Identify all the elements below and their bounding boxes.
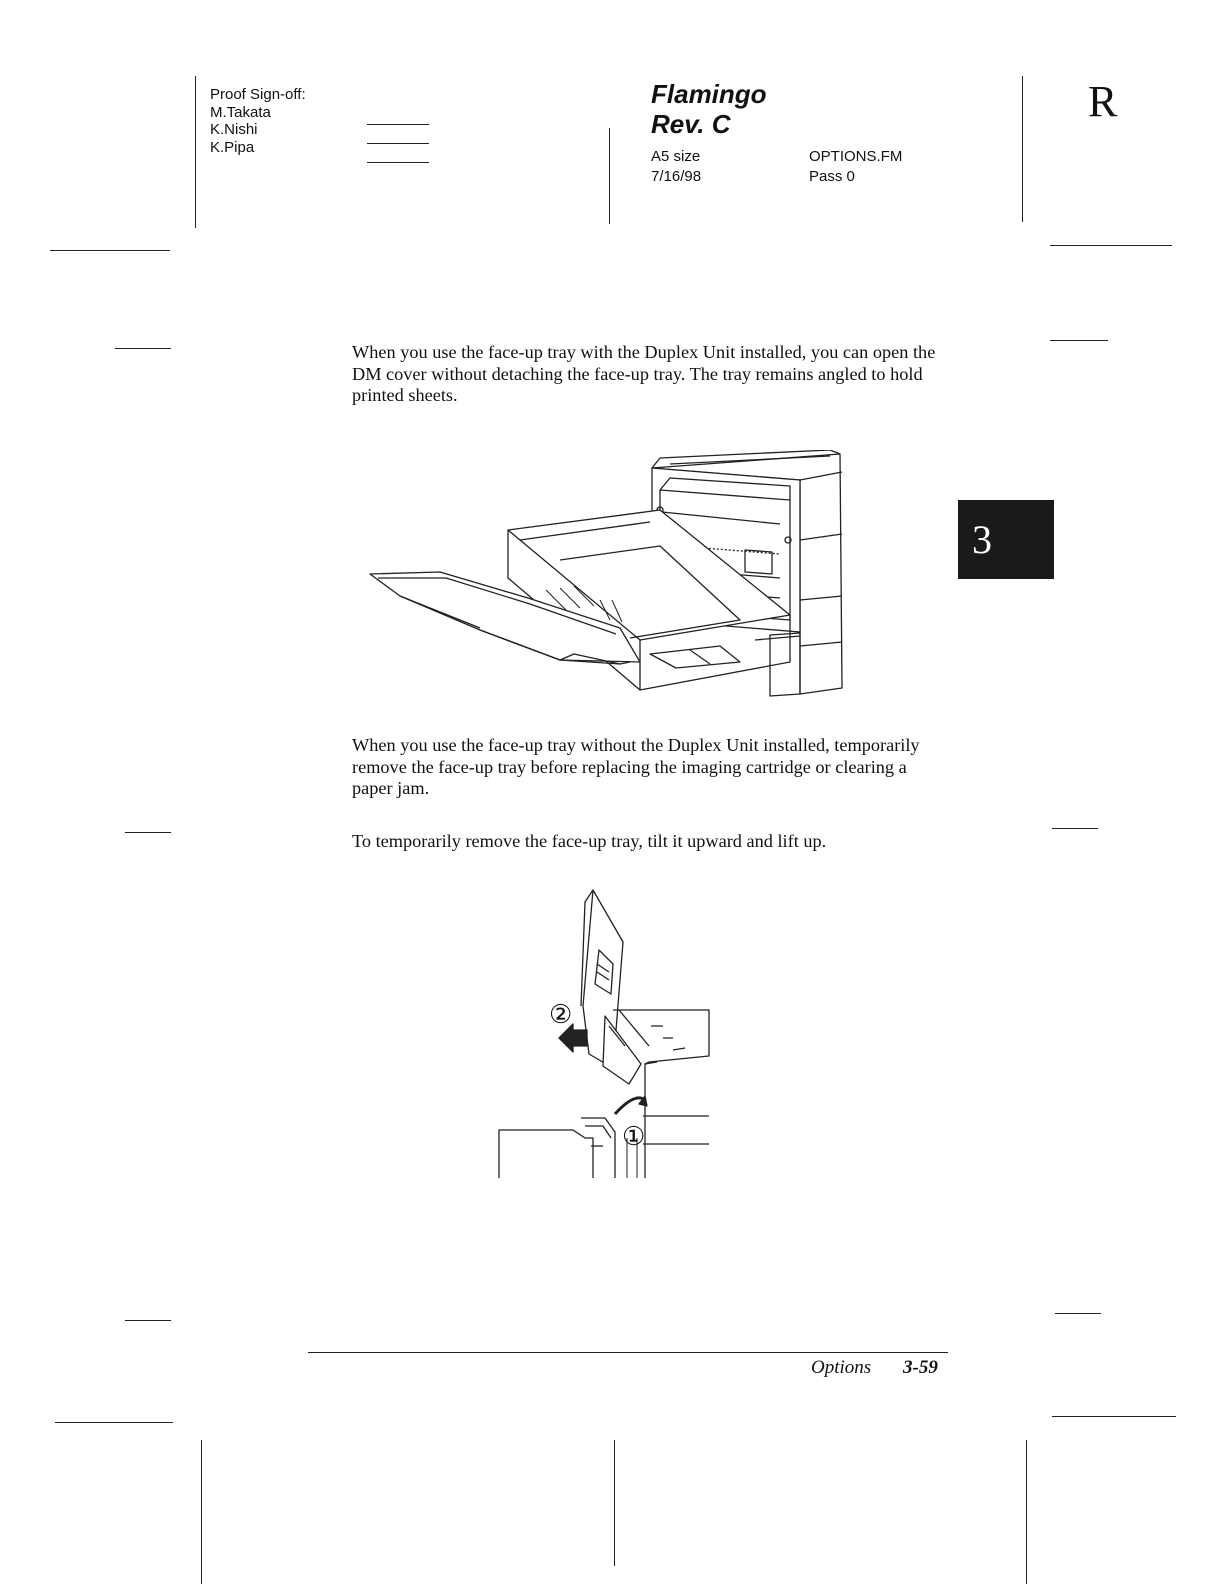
crop-mark-right-3 bbox=[1055, 1313, 1101, 1314]
chapter-number: 3 bbox=[972, 517, 992, 562]
bottom-rule-left bbox=[201, 1440, 202, 1584]
signoff-line bbox=[367, 143, 429, 144]
proof-signoff bbox=[210, 86, 306, 156]
doc-size: A5 size bbox=[651, 148, 701, 165]
body-paragraph: When you use the face-up tray without the Duplex Unit installed, temporarily remove the face-up tray before replacing the imaging cartridge or clearing a paper jam. bbox=[352, 735, 920, 798]
signoff-line bbox=[367, 124, 429, 125]
body-paragraph: To temporarily remove the face-up tray, tilt it upward and lift up. bbox=[352, 831, 827, 851]
crop-mark-top-right bbox=[1050, 245, 1172, 246]
crop-mark-right-2 bbox=[1052, 828, 1098, 829]
doc-date: 7/16/98 bbox=[651, 168, 702, 185]
bottom-rule-center bbox=[614, 1440, 615, 1566]
header-rule-right bbox=[1022, 76, 1023, 222]
header-rule-center bbox=[609, 128, 610, 224]
revision-mark: R bbox=[1088, 77, 1118, 126]
signoff-name: M.Takata bbox=[210, 103, 271, 121]
header-rule-left bbox=[195, 76, 196, 228]
bottom-rule-right bbox=[1026, 1440, 1027, 1584]
crop-mark-top-left bbox=[50, 250, 170, 251]
crop-mark-right-1 bbox=[1050, 340, 1108, 341]
crop-mark-bottom-right bbox=[1052, 1416, 1176, 1417]
face-up-tray-removal-illustration bbox=[495, 886, 715, 1178]
crop-mark-left-2 bbox=[125, 832, 171, 833]
footer-section: Options bbox=[811, 1357, 872, 1378]
callout-1: ① bbox=[622, 1122, 646, 1151]
doc-title bbox=[651, 79, 767, 139]
footer-rule bbox=[308, 1352, 948, 1353]
doc-file: OPTIONS.FM bbox=[809, 148, 903, 165]
footer-page-number: 3-59 bbox=[903, 1357, 938, 1378]
body-paragraph: When you use the face-up tray with the Duplex Unit installed, you can open the DM cover without detaching the face-up tray. The tray remains angled to hold printed sheets. bbox=[352, 342, 936, 405]
crop-mark-left-3 bbox=[125, 1320, 171, 1321]
printer-duplex-illustration bbox=[360, 450, 850, 700]
doc-title-line1: Flamingo bbox=[651, 79, 767, 109]
signoff-line bbox=[367, 162, 429, 163]
doc-pass: Pass 0 bbox=[809, 168, 855, 185]
signoff-name: K.Nishi bbox=[210, 121, 258, 138]
doc-title-line2: Rev. C bbox=[651, 109, 731, 139]
signoff-name: K.Pipa bbox=[210, 138, 255, 156]
crop-mark-bottom-left bbox=[55, 1422, 173, 1423]
callout-2: ② bbox=[549, 1000, 573, 1029]
signoff-heading: Proof Sign-off: bbox=[210, 86, 306, 103]
chapter-tab bbox=[958, 500, 1054, 579]
crop-mark-left-1 bbox=[115, 348, 171, 349]
